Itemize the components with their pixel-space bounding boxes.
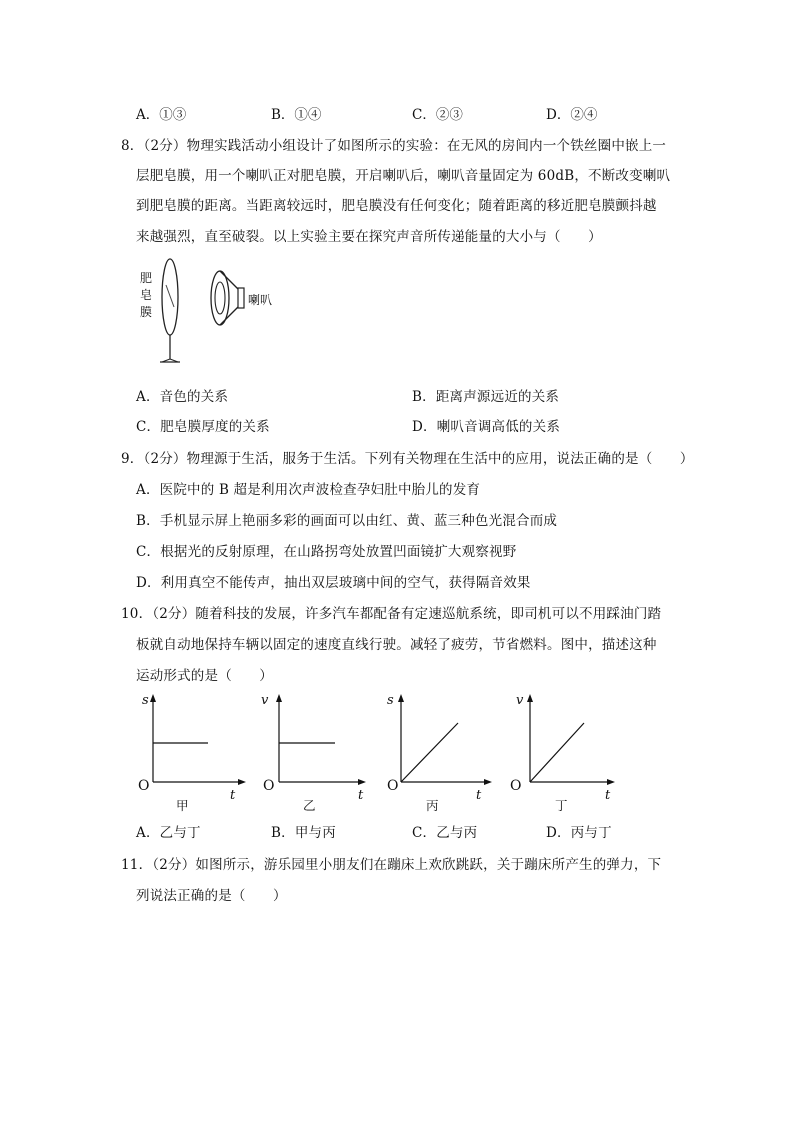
soap-film-speaker-drawing: [138, 255, 288, 370]
graph-jia-y-label: s: [142, 693, 149, 708]
q8-option-b: B．距离声源远近的关系: [412, 389, 560, 405]
q10-option-d: D．丙与丁: [546, 825, 612, 841]
graph-bing: [384, 690, 496, 815]
graph-bing-y-label: s: [387, 693, 394, 708]
graph-jia-axes: [136, 690, 248, 790]
q9-option-d: D．利用真空不能传声，抽出双层玻璃中间的空气，获得隔音效果: [136, 575, 531, 591]
film-label-3: 膜: [140, 305, 153, 319]
q7-option-a: A．①③: [136, 107, 187, 123]
graph-bing-caption: 丙: [426, 798, 439, 813]
q10-stem-line-2: 板就自动地保持车辆以固定的速度直线行驶。减轻了疲劳，节省燃料。图中，描述这种: [136, 637, 657, 653]
graph-jia: [136, 690, 248, 815]
graph-yi-origin: O: [263, 778, 275, 794]
q8-option-d: D．喇叭音调高低的关系: [412, 419, 561, 435]
graph-ding-origin: O: [510, 778, 522, 794]
q10-option-b: B．甲与丙: [271, 825, 336, 841]
graph-yi-x-label: t: [358, 788, 364, 803]
graph-yi-axes: [262, 690, 374, 790]
q8-stem-line-4: 来越强烈，直至破裂。以上实验主要在探究声音所传递能量的大小与（ ）: [136, 229, 602, 245]
q11-stem-line-2: 列说法正确的是（ ）: [136, 888, 287, 904]
q9-option-c: C．根据光的反射原理，在山路拐弯处放置凹面镜扩大观察视野: [136, 544, 517, 560]
q8-stem-line-1: 8．（2分）物理实践活动小组设计了如图所示的实验：在无风的房间内一个铁丝圈中嵌上一: [121, 138, 667, 154]
q7-option-d: D．②④: [546, 107, 598, 123]
film-label-2: 皂: [140, 288, 153, 302]
q10-option-a: A．乙与丁: [136, 825, 201, 841]
q8-option-a: A．音色的关系: [136, 389, 229, 405]
q7-option-b: B．①④: [271, 107, 322, 123]
graph-bing-origin: O: [387, 778, 399, 794]
q11-stem-line-1: 11．（2分）如图所示，游乐园里小朋友们在蹦床上欢欣跳跃，关于蹦床所产生的弹力，下: [121, 857, 662, 873]
graph-bing-line: [401, 723, 458, 782]
graph-bing-x-label: t: [476, 788, 482, 803]
q9-option-a: A．医院中的 B 超是利用次声波检查孕妇肚中胎儿的发育: [136, 482, 481, 498]
q8-figure: [138, 255, 288, 370]
graph-ding-y-label: v: [516, 693, 524, 708]
graph-jia-origin: O: [138, 778, 150, 794]
q7-option-c: C．②③: [412, 107, 463, 123]
q8-option-c: C．肥皂膜厚度的关系: [136, 419, 270, 435]
graph-ding-line: [530, 723, 584, 782]
q9-stem: 9．（2分）物理源于生活，服务于生活。下列有关物理在生活中的应用，说法正确的是（ ）: [121, 451, 694, 467]
q9-option-b: B．手机显示屏上艳丽多彩的画面可以由红、黄、蓝三种色光混合而成: [136, 513, 558, 529]
graph-yi: [262, 690, 374, 815]
q8-stem-line-2: 层肥皂膜，用一个喇叭正对肥皂膜，开启喇叭后，喇叭音量固定为 60dB，不断改变喇叭: [136, 168, 671, 184]
graph-yi-caption: 乙: [303, 798, 316, 813]
graph-ding-caption: 丁: [555, 798, 568, 813]
graph-ding-x-label: t: [605, 788, 611, 803]
graph-ding-axes: [510, 690, 622, 790]
q10-option-c: C．乙与丙: [412, 825, 478, 841]
q10-stem-line-3: 运动形式的是（ ）: [136, 668, 273, 684]
graph-yi-y-label: v: [261, 693, 269, 708]
graph-bing-axes: [384, 690, 496, 790]
graph-ding: [510, 690, 622, 815]
graph-jia-caption: 甲: [176, 798, 189, 813]
q8-stem-line-3: 到肥皂膜的距离。当距离较远时，肥皂膜没有任何变化；随着距离的移近肥皂膜颤抖越: [136, 198, 657, 214]
graph-jia-x-label: t: [230, 788, 236, 803]
speaker-label: 喇叭: [248, 293, 273, 307]
film-label-1: 肥: [140, 271, 153, 285]
q10-stem-line-1: 10．（2分）随着科技的发展，许多汽车都配备有定速巡航系统，即司机可以不用踩油门踏: [121, 606, 662, 622]
